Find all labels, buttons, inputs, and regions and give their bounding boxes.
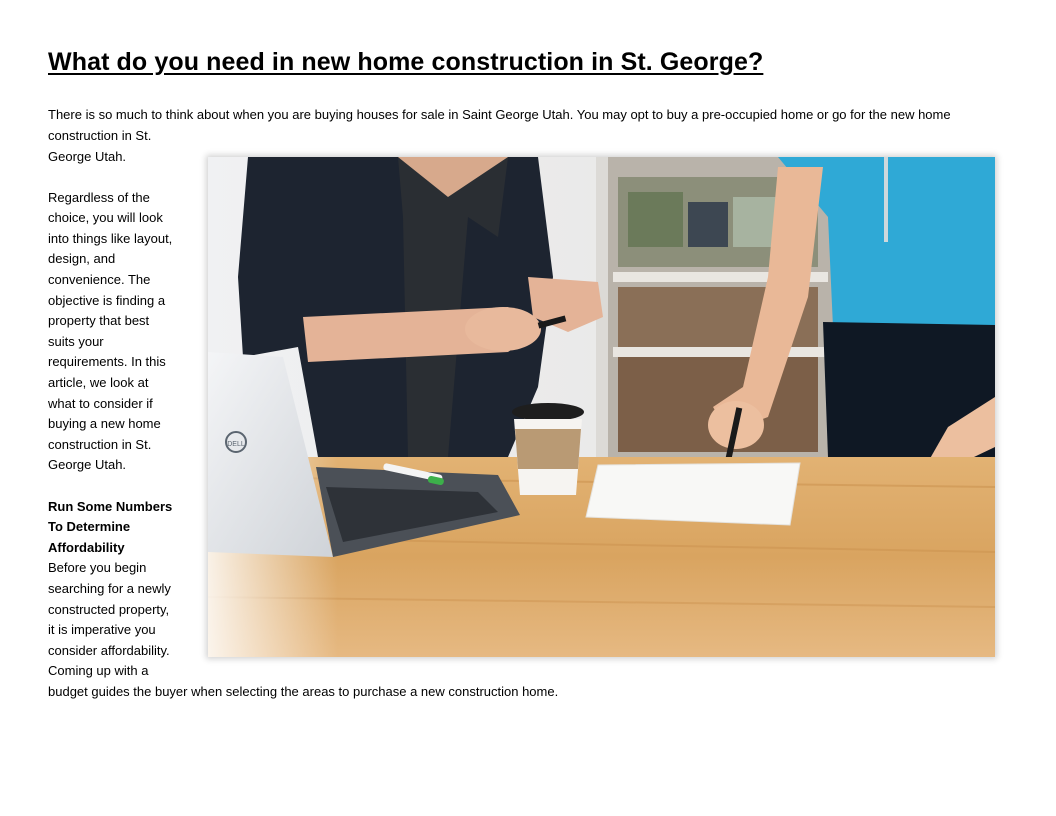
body-line: Before you begin xyxy=(48,560,147,575)
intro-line: There is so much to think about when you are buying houses for sale in Saint George Utah. You may opt to buy a pre-occupied home or go for the new home xyxy=(48,107,951,122)
body-line: budget guides the buyer when selecting the areas to purchase a new construction home. xyxy=(48,684,559,699)
intro-line: George Utah. xyxy=(48,149,127,164)
body-line: constructed property, xyxy=(48,602,170,617)
intro-line: construction in St. xyxy=(48,128,152,143)
office-meeting-photo xyxy=(208,157,995,657)
page-title: What do you need in new home construction in St. George? xyxy=(48,48,764,76)
coffee-cup xyxy=(512,403,584,495)
section-heading: Run Some Numbers xyxy=(48,499,173,514)
body-line: what to consider if xyxy=(48,396,153,411)
body-line: property that best xyxy=(48,313,150,328)
body-line: objective is finding a xyxy=(48,293,166,308)
body-line: construction in St. xyxy=(48,437,152,452)
body-line: George Utah. xyxy=(48,457,127,472)
body-line: convenience. The xyxy=(48,272,151,287)
notepad xyxy=(586,463,800,525)
laptop-logo: DELL xyxy=(227,441,245,448)
body-line: consider affordability. xyxy=(48,643,170,658)
section-heading: To Determine xyxy=(48,519,131,534)
body-line: buying a new home xyxy=(48,416,161,431)
body-line: choice, you will look xyxy=(48,210,163,225)
body-line: article, we look at xyxy=(48,375,149,390)
section-heading: Affordability xyxy=(48,540,125,555)
body-line: it is imperative you xyxy=(48,622,156,637)
body-line: into things like layout, xyxy=(48,231,173,246)
body-line: Coming up with a xyxy=(48,663,149,678)
body-line: design, and xyxy=(48,251,116,266)
body-line: suits your xyxy=(48,334,104,349)
body-line: requirements. In this xyxy=(48,354,166,369)
body-line: Regardless of the xyxy=(48,190,150,205)
body-line: searching for a newly xyxy=(48,581,171,596)
